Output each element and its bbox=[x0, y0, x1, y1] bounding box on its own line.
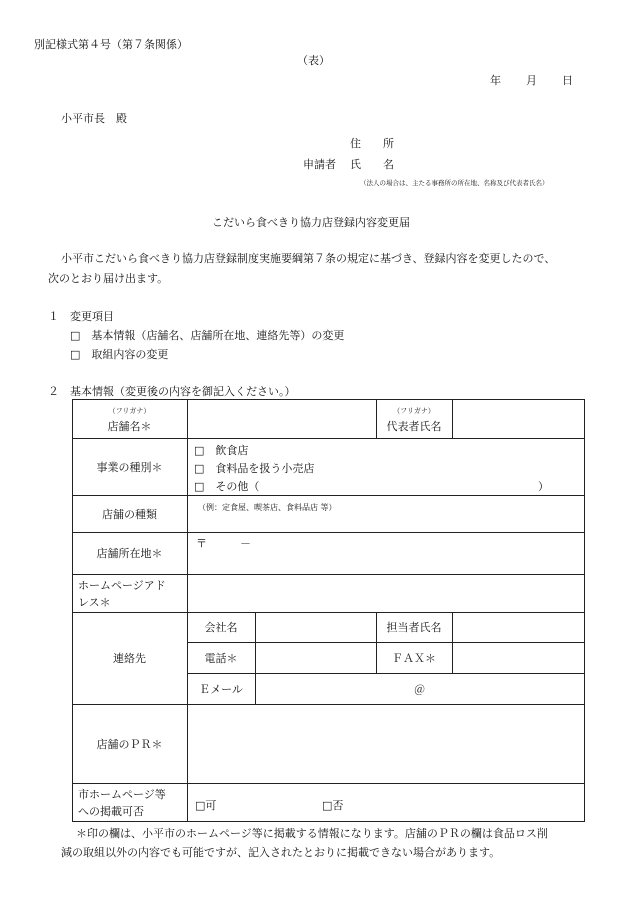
pr-input[interactable] bbox=[188, 705, 584, 782]
footnote-line-1: ＊印の欄は、小平市のホームページ等に掲載する情報になります。店舗のＰＲの欄は食品ロス削 bbox=[76, 827, 548, 840]
business-option-other[interactable]: □ その他（ bbox=[194, 480, 260, 493]
contact-label: 連絡先 bbox=[113, 652, 146, 665]
homepage-label-line-1: ホームページアド bbox=[78, 579, 166, 592]
business-type-label: 事業の種別＊ bbox=[96, 460, 163, 474]
fax-label: ＦＡＸ＊ bbox=[392, 651, 436, 665]
side-label: （表） bbox=[297, 54, 330, 67]
intro-line-2: 次のとおり届け出ます。 bbox=[48, 272, 169, 285]
section2-heading: 基本情報（変更後の内容を御記入ください。） bbox=[70, 385, 296, 398]
postal-dash: － bbox=[240, 537, 251, 550]
section1-heading: 変更項目 bbox=[70, 310, 114, 323]
applicant-note: （法人の場合は、主たる事務所の所在地、名称及び代表者氏名） bbox=[360, 179, 549, 187]
date-day: 日 bbox=[562, 74, 573, 87]
store-kind-label: 店舗の種類 bbox=[102, 507, 157, 521]
phone-label: 電話＊ bbox=[204, 651, 238, 665]
business-option-restaurant[interactable]: □ 飲食店 bbox=[194, 444, 249, 457]
store-name-input[interactable] bbox=[188, 400, 375, 437]
postal-mark: 〒 bbox=[196, 537, 207, 550]
change-option-initiatives[interactable]: □ 取組内容の変更 bbox=[70, 348, 169, 361]
footnote-line-2: 減の取組以外の内容でも可能ですが、記入されたとおりに掲載できない場合があります。 bbox=[61, 846, 501, 859]
store-kind-example: （例：定食屋、喫茶店、食料品店 等） bbox=[198, 503, 337, 512]
date-month: 月 bbox=[526, 74, 537, 87]
applicant-address-label: 住 所 bbox=[350, 137, 394, 150]
homepage-label-line-2: レス＊ bbox=[78, 596, 111, 609]
publish-yes-checkbox[interactable]: □可 bbox=[195, 799, 217, 812]
publish-label-line-2: への掲載可否 bbox=[78, 805, 144, 818]
intro-line-1: 小平市こだいら食べきり協力店登録制度実施要綱第７条の規定に基づき、登録内容を変更したので、 bbox=[61, 252, 556, 265]
section2-number: ２ bbox=[48, 385, 59, 398]
business-option-food-retail[interactable]: □ 食料品を扱う小売店 bbox=[194, 462, 315, 475]
change-option-basic-info[interactable]: □ 基本情報（店舗名、店舗所在地、連絡先等）の変更 bbox=[70, 329, 345, 342]
company-label: 会社名 bbox=[204, 621, 238, 634]
section1-number: １ bbox=[48, 310, 59, 323]
rep-name-label: （フリガナ） 代表者氏名 bbox=[386, 406, 442, 433]
date-year: 年 bbox=[490, 74, 501, 87]
document-title: こだいら食べきり協力店登録内容変更届 bbox=[212, 216, 410, 229]
email-label: Ｅメール bbox=[199, 682, 243, 696]
person-label: 担当者氏名 bbox=[386, 621, 442, 634]
business-other-close-paren: ） bbox=[538, 480, 549, 493]
email-at-mark: ＠ bbox=[414, 683, 425, 696]
publish-label-line-1: 市ホームページ等 bbox=[78, 788, 166, 801]
store-name-label: （フリガナ） 店舗名＊ bbox=[107, 406, 152, 433]
applicant-role-label: 申請者 bbox=[303, 158, 336, 171]
pr-label: 店舗のＰＲ＊ bbox=[96, 737, 163, 751]
store-address-label: 店舗所在地＊ bbox=[96, 547, 163, 560]
form-number: 別記様式第４号（第７条関係） bbox=[34, 38, 188, 51]
homepage-input[interactable] bbox=[188, 575, 584, 611]
applicant-name-label: 氏 名 bbox=[350, 158, 394, 171]
rep-name-input[interactable] bbox=[453, 400, 584, 437]
publish-no-checkbox[interactable]: □否 bbox=[322, 799, 344, 812]
addressee: 小平市長 殿 bbox=[61, 112, 127, 125]
